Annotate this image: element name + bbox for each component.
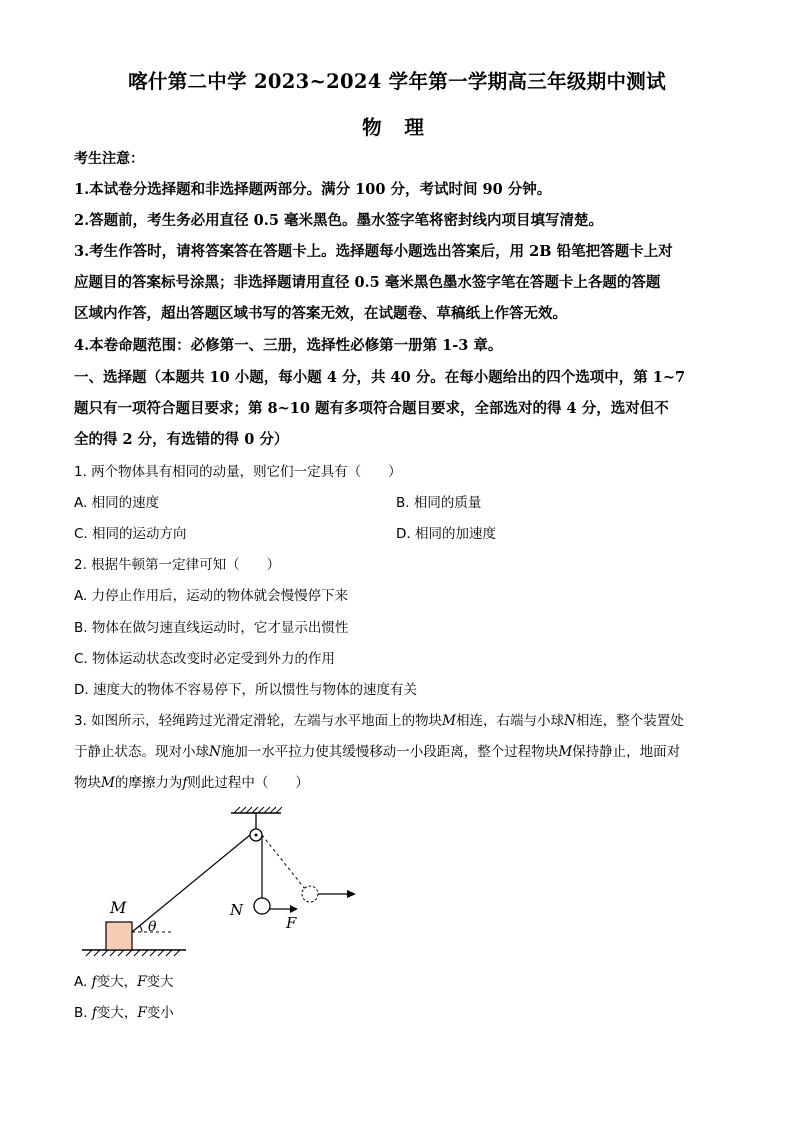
label-m: M <box>110 898 127 917</box>
var-n: N <box>209 744 221 760</box>
q3-opt-text: 变小 <box>146 1005 174 1021</box>
notice-item-2: 2.答题前，考生务必用直径 0.5 毫米黑色。墨水签字笔将密封线内项目填写清楚。 <box>74 212 603 229</box>
notice-item-1: 1.本试卷分选择题和非选择题两部分。满分 100 分，考试时间 90 分钟。 <box>74 181 552 198</box>
force-arrow-head <box>290 905 298 913</box>
q3-text: 施加一水平拉力使其缓慢移动一小段距离，整个过程物块 <box>220 744 559 760</box>
var-m: M <box>101 775 115 791</box>
q3-stem-line-1 <box>74 711 684 731</box>
q1-option-b: B. 相同的质量 <box>396 495 482 511</box>
q1-option-c: C. 相同的运动方向 <box>74 526 187 542</box>
q3-text: 则此过程中（ ） <box>187 775 309 791</box>
label-theta: θ <box>148 919 157 935</box>
q1-option-a: A. 相同的速度 <box>74 495 160 511</box>
block-m <box>106 922 132 950</box>
var-f: f <box>91 974 97 990</box>
ground-hatch <box>86 950 180 956</box>
var-m: M <box>442 713 456 729</box>
section-heading-line-3: 全的得 2 分，有选错的得 0 分） <box>74 431 289 448</box>
q3-text: 3. 如图所示，轻绳跨过光滑定滑轮，左端与水平地面上的物块 <box>74 713 443 729</box>
var-m: M <box>558 744 573 760</box>
var-force: F <box>137 1005 147 1021</box>
q3-text: 于静止状态。现对小球 <box>74 744 209 760</box>
notice-item-3-cont-2: 区域内作答，超出答题区域书写的答案无效，在试题卷、草稿纸上作答无效。 <box>74 305 567 322</box>
q3-text: 保持静止，地面对 <box>572 744 681 760</box>
q2-stem: 2. 根据牛顿第一定律可知（ ） <box>74 557 281 573</box>
var-f: f <box>182 775 188 791</box>
q3-text: 的摩擦力为 <box>114 775 183 791</box>
q3-option-a <box>74 972 173 992</box>
var-f: f <box>91 1005 97 1021</box>
var-force: F <box>137 974 147 990</box>
ceiling-hatch <box>234 807 282 813</box>
q3-stem-line-3 <box>74 773 309 793</box>
q3-opt-text: 变大， <box>96 974 138 990</box>
q3-opt-text: 变大， <box>96 1005 138 1021</box>
notice-heading: 考生注意： <box>74 151 144 167</box>
label-n: N <box>230 901 244 919</box>
pulley-diagram <box>76 805 376 965</box>
q3-opt-text: 变大 <box>146 974 174 990</box>
ball-dashed <box>302 886 318 902</box>
notice-item-3-cont-1: 应题目的答案标号涂黑；非选择题请用直径 0.5 毫米黑色墨水签字笔在答题卡上各题的答题 <box>74 274 661 291</box>
q1-option-d: D. 相同的加速度 <box>396 526 496 542</box>
q2-option-b: B. 物体在做匀速直线运动时，它才显示出惯性 <box>74 620 349 636</box>
angle-arc <box>140 926 142 932</box>
q3-text: 物块 <box>74 775 101 791</box>
q3-option-b <box>74 1003 174 1023</box>
subject-title: 物 理 <box>362 116 432 139</box>
arrow-dashed-head <box>347 890 356 898</box>
label-f-force: F <box>286 914 297 932</box>
q3-text: 相连，整个装置处 <box>575 713 684 729</box>
ball-n <box>254 898 270 914</box>
q3-stem-line-2 <box>74 742 680 762</box>
section-heading-line-2: 题只有一项符合题目要求；第 8~10 题有多项符合题目要求，全部选对的得 4 分，选对但不 <box>74 400 669 417</box>
q2-option-c: C. 物体运动状态改变时必定受到外力的作用 <box>74 651 336 667</box>
notice-item-3: 3.考生作答时，请将答案答在答题卡上。选择题每小题选出答案后，用 2B 铅笔把答题卡上对 <box>74 243 673 260</box>
q2-option-a: A. 力停止作用后，运动的物体就会慢慢停下来 <box>74 588 349 604</box>
exam-title: 喀什第二中学 2023~2024 学年第一学期高三年级期中测试 <box>128 70 666 93</box>
notice-item-4: 4.本卷命题范围：必修第一、三册，选择性必修第一册第 1-3 章。 <box>74 337 503 354</box>
pulley-axle <box>255 834 258 837</box>
q3-opt-text: B. <box>74 1005 92 1021</box>
q3-text: 相连，右端与小球 <box>456 713 564 729</box>
var-n: N <box>564 713 576 729</box>
q3-opt-text: A. <box>74 974 92 990</box>
section-heading-line-1: 一、选择题（本题共 10 小题，每小题 4 分，共 40 分。在每小题给出的四个选项中，第 1~7 <box>74 369 686 386</box>
rope-dashed <box>262 835 305 889</box>
q2-option-d: D. 速度大的物体不容易停下，所以惯性与物体的速度有关 <box>74 682 417 698</box>
q1-stem: 1. 两个物体具有相同的动量，则它们一定具有（ ） <box>74 464 402 480</box>
